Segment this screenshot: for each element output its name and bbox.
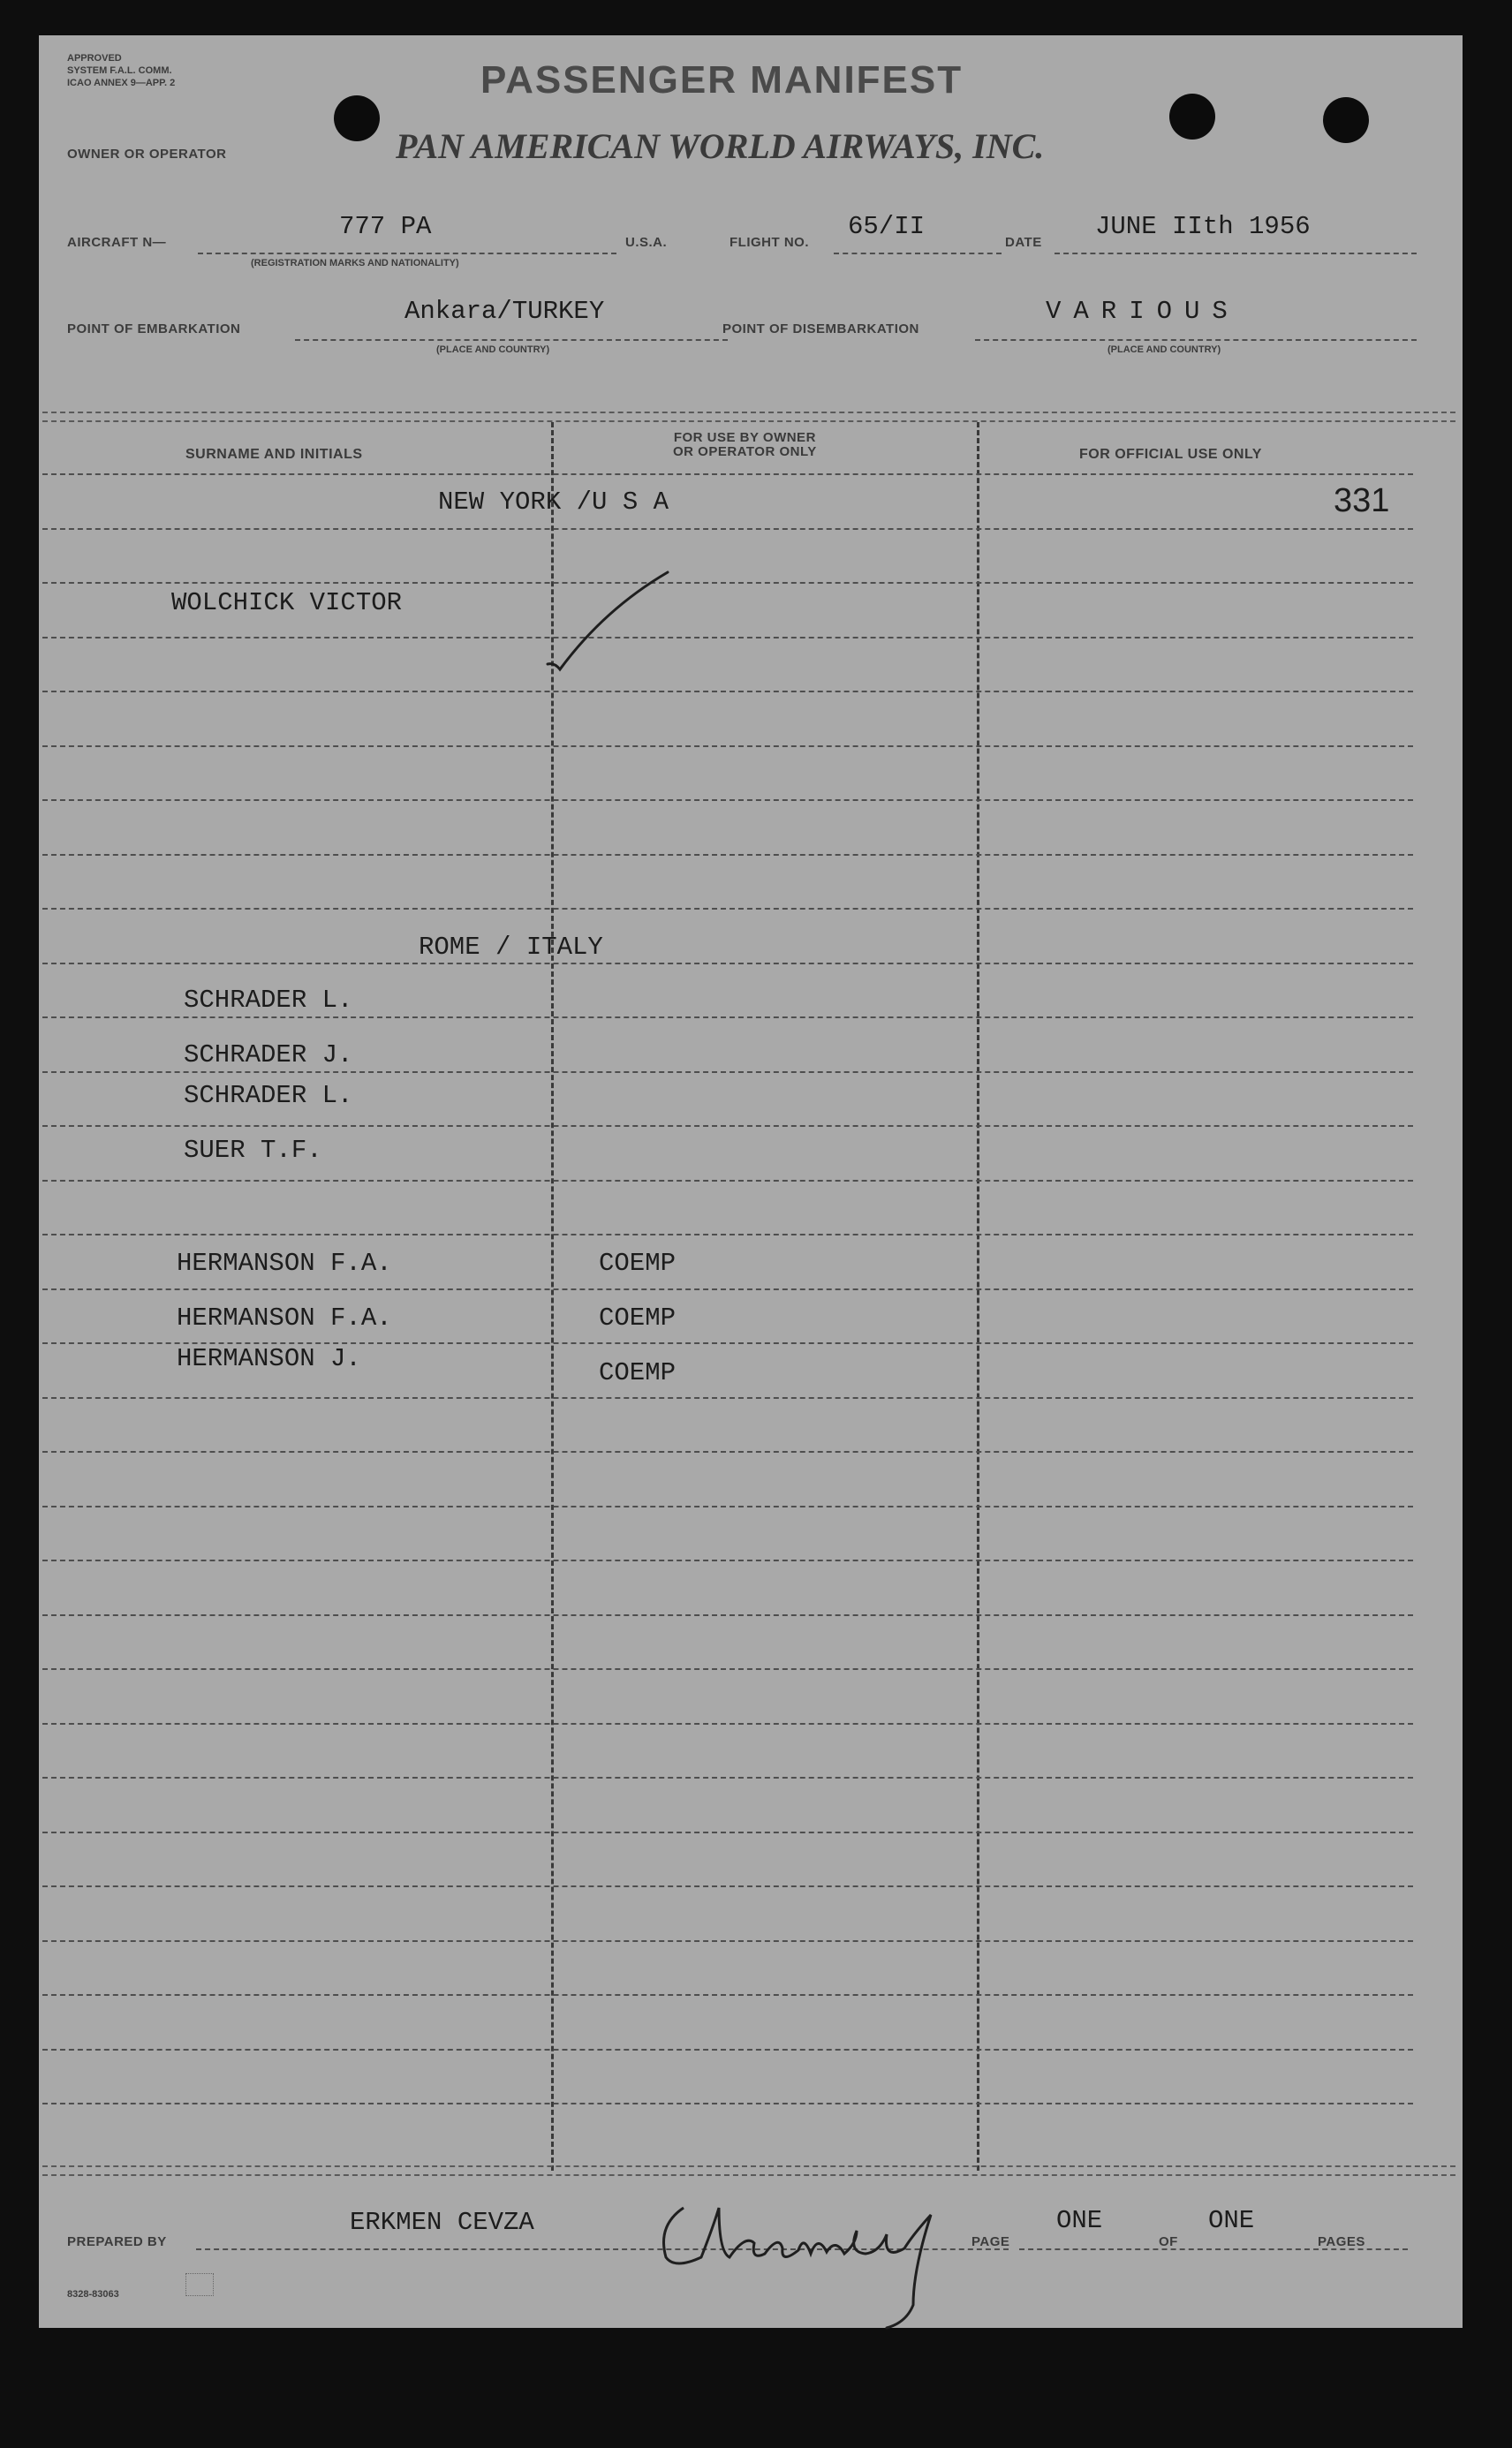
of-label: OF: [1159, 2234, 1178, 2249]
form-row-line: [42, 1994, 1413, 1996]
prepared-by-label: PREPARED BY: [67, 2234, 167, 2249]
passenger-name: HERMANSON F.A.: [177, 1303, 392, 1333]
prepared-by-name: ERKMEN CEVZA: [350, 2208, 534, 2237]
form-row-line: [42, 799, 1413, 801]
approval-line-3: ICAO ANNEX 9—APP. 2: [67, 78, 176, 88]
form-row-line: [42, 1180, 1413, 1182]
form-row-line: [42, 528, 1413, 530]
disembarkation-label: POINT OF DISEMBARKATION: [722, 321, 919, 336]
aircraft-registration: 777 PA: [339, 212, 432, 241]
form-row-line: [42, 854, 1413, 856]
passenger-name: HERMANSON F.A.: [177, 1249, 392, 1278]
form-row-line: [42, 1723, 1413, 1725]
form-row-line: [42, 637, 1413, 638]
form-row-line: [42, 691, 1413, 692]
passenger-name: SUER T.F.: [184, 1136, 322, 1165]
flight-number: 65/II: [848, 212, 926, 241]
punch-hole-2: [1169, 94, 1215, 140]
form-row-line: [42, 1614, 1413, 1616]
page-number: ONE: [1056, 2206, 1103, 2235]
document-title: PASSENGER MANIFEST: [480, 58, 964, 102]
passenger-name: SCHRADER L.: [184, 986, 353, 1015]
col-header-owner-use-line1: FOR USE BY OWNER: [673, 430, 816, 445]
form-row-line: [42, 963, 1413, 964]
approval-line-1: APPROVED: [67, 53, 122, 64]
form-row-line: [42, 1777, 1413, 1779]
form-row-line: [42, 473, 1413, 475]
printer-mark: [185, 2273, 214, 2296]
form-row-line: [42, 745, 1413, 747]
flight-date: JUNE IIth 1956: [1095, 212, 1311, 241]
page-label: PAGE: [971, 2234, 1010, 2249]
col-header-owner-use-line2: OR OPERATOR ONLY: [673, 444, 817, 459]
form-row-line: [42, 1016, 1413, 1018]
flight-no-label: FLIGHT NO.: [730, 235, 809, 250]
punch-hole-1: [334, 95, 380, 141]
check-mark-icon: [542, 530, 719, 680]
col-header-surname: SURNAME AND INITIALS: [185, 447, 363, 462]
form-row-line: [42, 1885, 1413, 1887]
col-header-owner-use: [673, 431, 817, 459]
form-row-line: [42, 1940, 1413, 1942]
form-row-line: [42, 1832, 1413, 1833]
form-row-line: [42, 1288, 1413, 1290]
destination-rome: ROME / ITALY: [419, 933, 603, 962]
embarkation-label: POINT OF EMBARKATION: [67, 321, 241, 336]
owner-operator-label: OWNER OR OPERATOR: [67, 147, 227, 162]
form-row-line: [42, 2049, 1413, 2051]
form-row-line: [42, 1451, 1413, 1453]
aircraft-label: AIRCRAFT N—: [67, 235, 167, 250]
embarkation-point: Ankara/TURKEY: [404, 297, 605, 326]
operator-note: COEMP: [599, 1358, 677, 1387]
registration-caption: (REGISTRATION MARKS AND NATIONALITY): [251, 258, 459, 268]
form-row-line: [42, 1560, 1413, 1561]
form-row-line: [42, 1071, 1413, 1073]
form-row-line: [42, 908, 1413, 910]
form-row-line: [42, 2103, 1413, 2104]
operator-name: PAN AMERICAN WORLD AIRWAYS, INC.: [396, 126, 1045, 166]
official-number: 331: [1334, 482, 1390, 519]
operator-note: COEMP: [599, 1249, 677, 1278]
form-row-line: [42, 1234, 1413, 1235]
punch-hole-3: [1323, 97, 1369, 143]
disembarkation-caption: (PLACE AND COUNTRY): [1108, 344, 1221, 355]
date-label: DATE: [1005, 235, 1042, 250]
operator-note: COEMP: [599, 1303, 677, 1333]
disembarkation-point: VARIOUS: [1046, 297, 1240, 326]
handwritten-signature: [648, 2172, 984, 2331]
form-number: 8328-83063: [67, 2289, 119, 2300]
usa-label: U.S.A.: [625, 235, 668, 250]
pages-total: ONE: [1208, 2206, 1255, 2235]
passenger-name: HERMANSON J.: [177, 1344, 361, 1373]
destination-new-york: NEW YORK /U S A: [438, 487, 669, 517]
passenger-name: WOLCHICK VICTOR: [171, 588, 403, 617]
col-header-official-use: FOR OFFICIAL USE ONLY: [1079, 447, 1262, 462]
form-row-line: [42, 1506, 1413, 1507]
form-row-line: [42, 582, 1413, 584]
form-row-line: [42, 1125, 1413, 1127]
manifest-sheet: [39, 35, 1463, 2328]
pages-label: PAGES: [1318, 2234, 1365, 2249]
approval-line-2: SYSTEM F.A.L. COMM.: [67, 65, 172, 76]
form-row-line: [42, 1397, 1413, 1399]
embarkation-caption: (PLACE AND COUNTRY): [436, 344, 550, 355]
passenger-name: SCHRADER J.: [184, 1040, 353, 1069]
form-row-line: [42, 1668, 1413, 1670]
passenger-name: SCHRADER L.: [184, 1081, 353, 1110]
